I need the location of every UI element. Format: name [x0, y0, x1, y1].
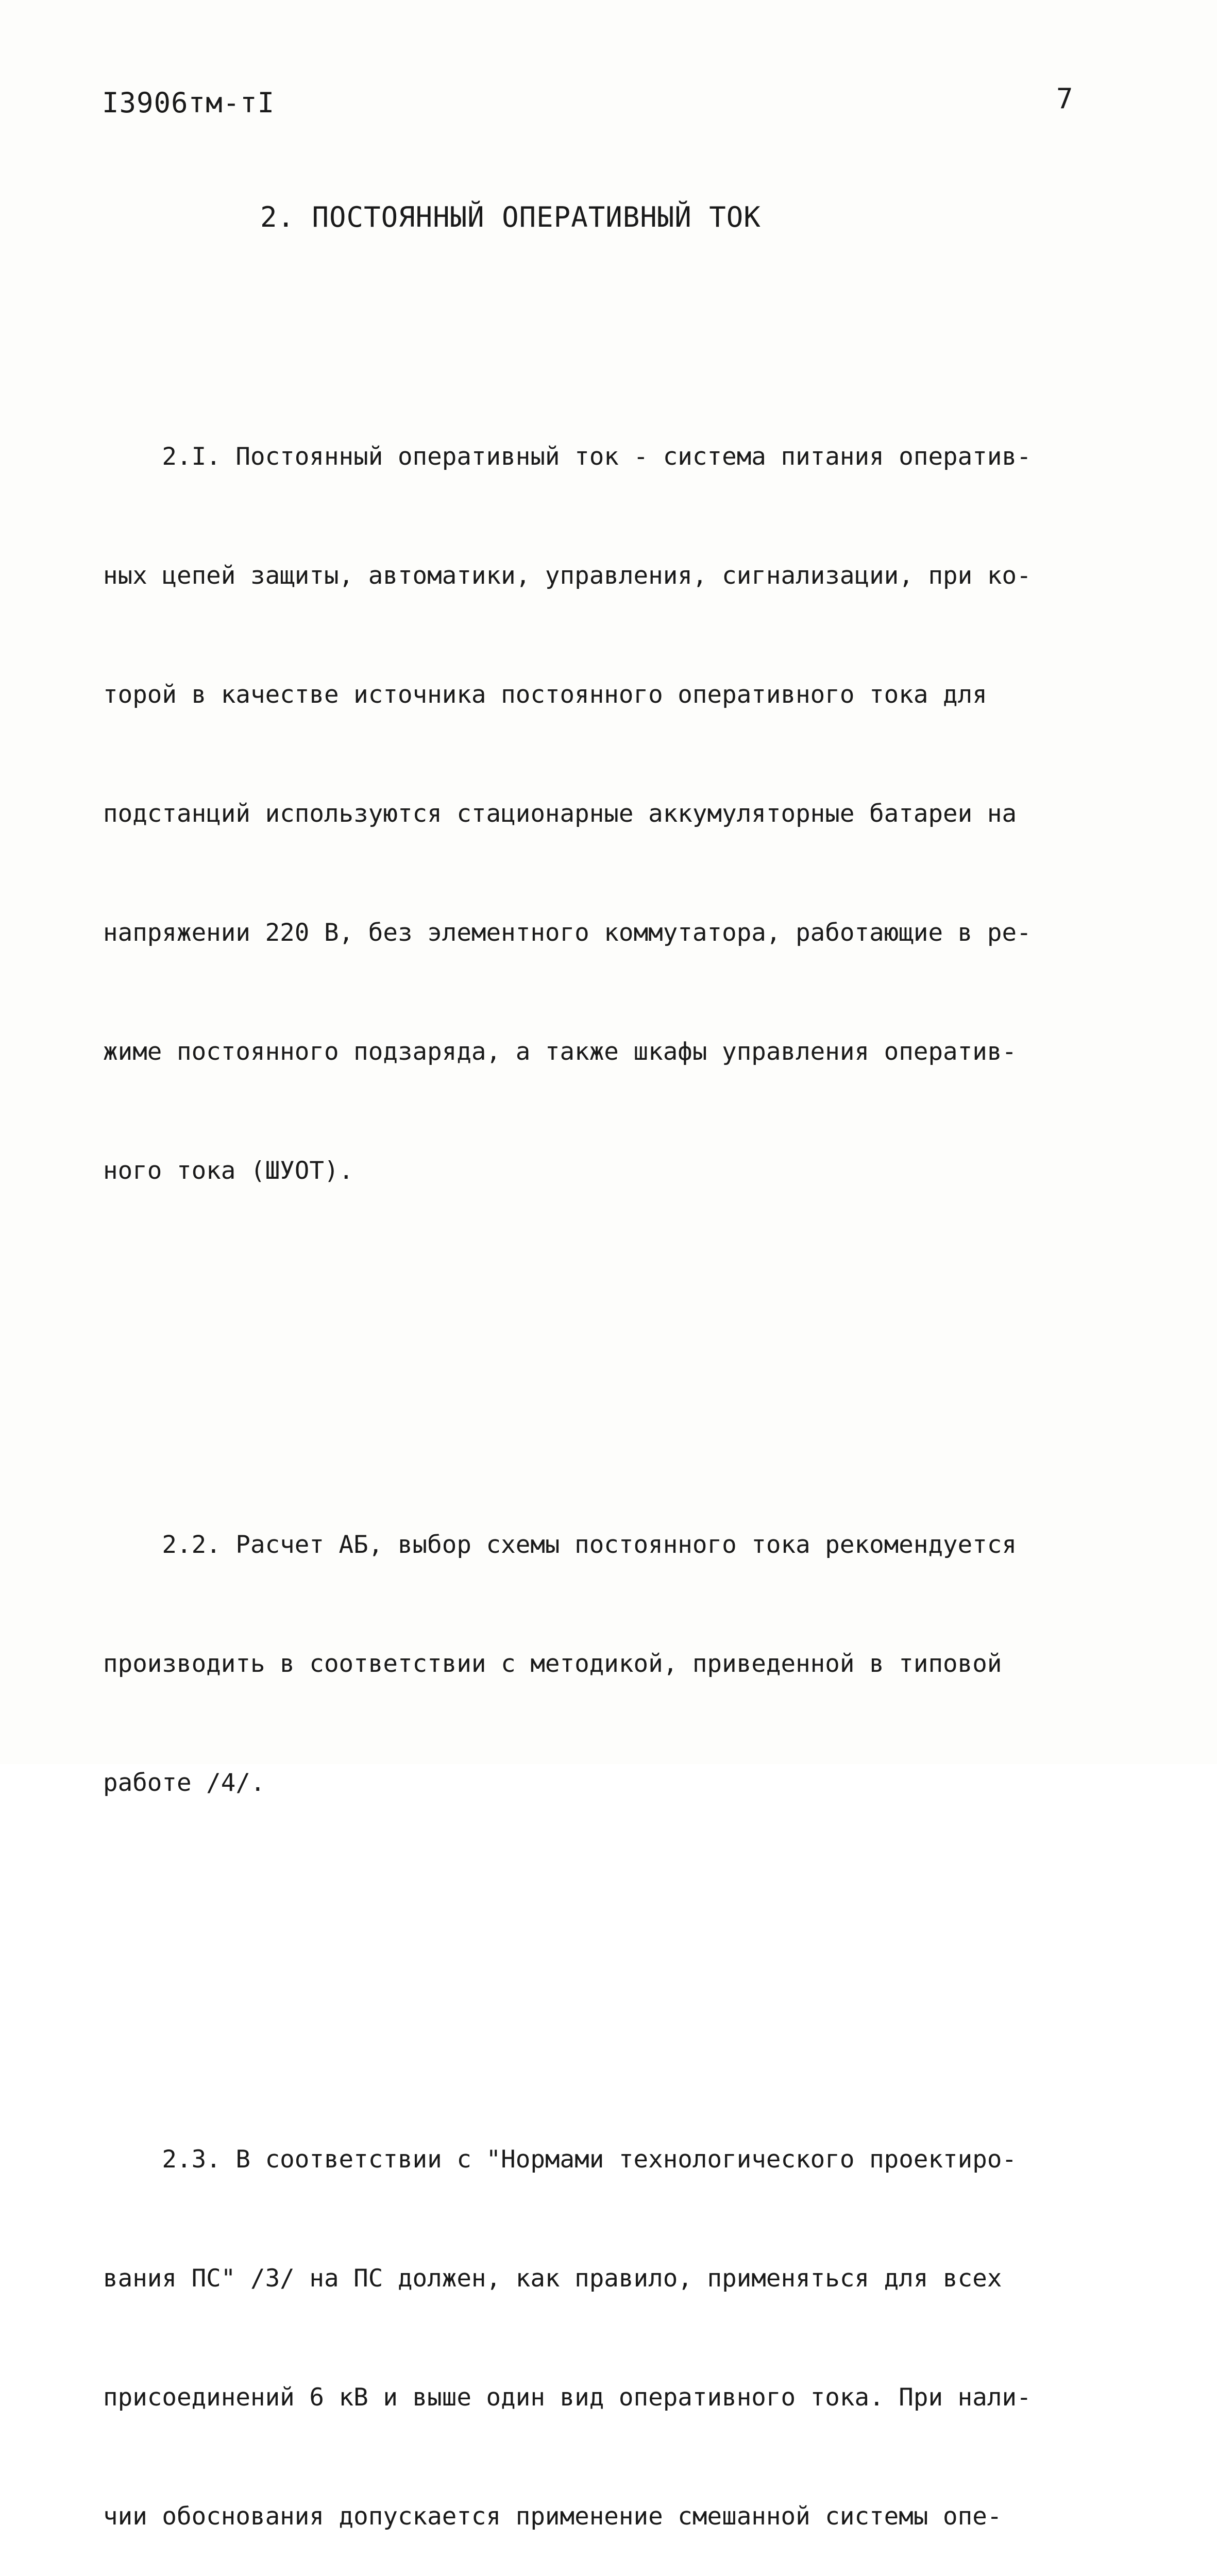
paragraph-2-3 [103, 2060, 1128, 2576]
text-line: вания ПС" /3/ на ПС должен, как правило, применяться для всех [103, 2264, 1002, 2293]
paragraph-2-1 [103, 358, 1128, 1270]
text-line: подстанций используются стационарные аккумуляторные батареи на [103, 800, 1017, 828]
text-line: ных цепей защиты, автоматики, управления, сигнализации, при ко- [103, 562, 1032, 590]
text-line: производить в соответствии с методикой, приведенной в типовой [103, 1650, 1002, 1678]
text-line: чии обоснования допускается применение смешанной системы опе- [103, 2502, 1002, 2531]
document-code: I3906тм-тI [102, 87, 275, 119]
text-line: работе /4/. [103, 1769, 265, 1797]
section-title: 2. ПОСТОЯННЫЙ ОПЕРАТИВНЫЙ ТОК [260, 201, 761, 233]
text-line: жиме постоянного подзаряда, а также шкафы управления оператив- [103, 1038, 1017, 1066]
text-line: напряжении 220 В, без элементного коммутатора, работающие в ре- [103, 919, 1032, 947]
paragraph-2-2 [103, 1446, 1128, 1882]
text-line: присоединений 6 кВ и выше один вид оперативного тока. При нали- [103, 2383, 1032, 2412]
text-line: 2.I. Постоянный оперативный ток - система питания оператив- [103, 443, 1032, 471]
body-text [103, 278, 1128, 2576]
text-line: 2.2. Расчет АБ, выбор схемы постоянного тока рекомендуется [103, 1531, 1017, 1559]
text-line: 2.3. В соответствии с "Нормами технологического проектиро- [103, 2145, 1017, 2174]
text-line: торой в качестве источника постоянного оперативного тока для [103, 681, 987, 709]
text-line: ного тока (ШУОТ). [103, 1157, 354, 1185]
page-number: 7 [1056, 82, 1073, 115]
